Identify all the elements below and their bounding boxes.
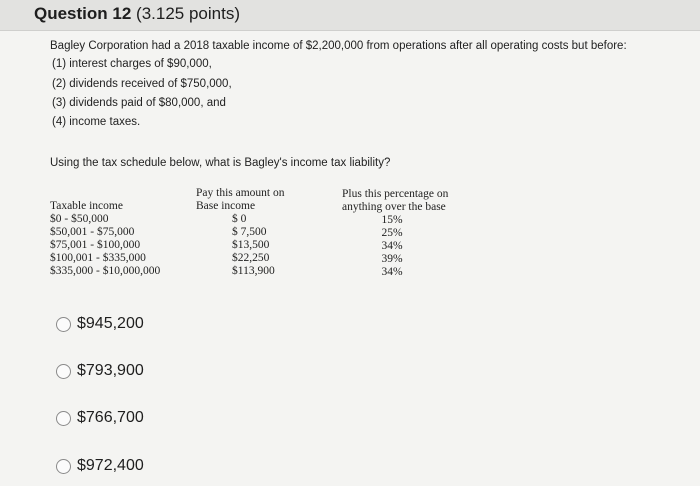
answer-option-label[interactable]: $945,200 [77,315,144,332]
schedule-taxable-income-column [50,200,160,278]
schedule-range-cell: $0 - $50,000 [50,213,109,225]
radio-icon[interactable] [56,459,71,474]
schedule-base-cell: $ 0 [232,213,247,225]
schedule-col3-header [342,188,448,214]
condition-item: (2) dividends received of $750,000, [52,78,232,90]
schedule-pct-cell: 34% [381,240,403,252]
answer-option-label[interactable]: $793,900 [77,362,144,379]
schedule-percent-column [377,214,407,279]
schedule-base-cell: $113,900 [232,265,275,277]
schedule-base-cell: $13,500 [232,239,270,251]
radio-icon[interactable] [56,411,71,426]
condition-item: (1) interest charges of $90,000, [52,58,212,70]
schedule-range-cell: $50,001 - $75,000 [50,226,135,238]
schedule-range-cell: $75,001 - $100,000 [50,239,141,251]
schedule-range-cell: $335,000 - $10,000,000 [50,265,161,277]
condition-item: (4) income taxes. [52,116,141,128]
schedule-col2-header-line: Base income [196,200,256,212]
schedule-col1-header: Taxable income [50,200,123,212]
question-header [0,0,700,31]
answer-option-label[interactable]: $766,700 [77,409,144,426]
schedule-col3-header-line: Plus this percentage on [342,188,449,200]
question-intro: Bagley Corporation had a 2018 taxable income of $2,200,000 from operations after all operating costs but before: [50,40,627,52]
schedule-pct-cell: 34% [381,266,403,278]
radio-icon[interactable] [56,317,71,332]
schedule-pct-cell: 25% [381,227,403,239]
schedule-col2-header [196,187,285,213]
radio-icon[interactable] [56,364,71,379]
schedule-col3-header-line: anything over the base [342,201,446,213]
schedule-pct-cell: 39% [381,253,403,265]
schedule-range-cell: $100,001 - $335,000 [50,252,146,264]
question-title [34,4,240,24]
answer-option[interactable] [56,407,144,429]
question-prompt: Using the tax schedule below, what is Bagley's income tax liability? [50,157,391,169]
question-points: (3.125 points) [136,4,240,23]
answer-option-label[interactable]: $972,400 [77,457,144,474]
schedule-col2-header-line: Pay this amount on [196,187,285,199]
answer-option[interactable] [56,313,144,335]
schedule-pct-cell: 15% [381,214,403,226]
schedule-base-cell: $22,250 [232,252,270,264]
question-number: Question 12 [34,4,132,23]
condition-item: (3) dividends paid of $80,000, and [52,97,226,109]
schedule-base-cell: $ 7,500 [232,226,267,238]
answer-option[interactable] [56,360,144,382]
schedule-base-column [232,213,275,278]
answer-option[interactable] [56,455,144,477]
